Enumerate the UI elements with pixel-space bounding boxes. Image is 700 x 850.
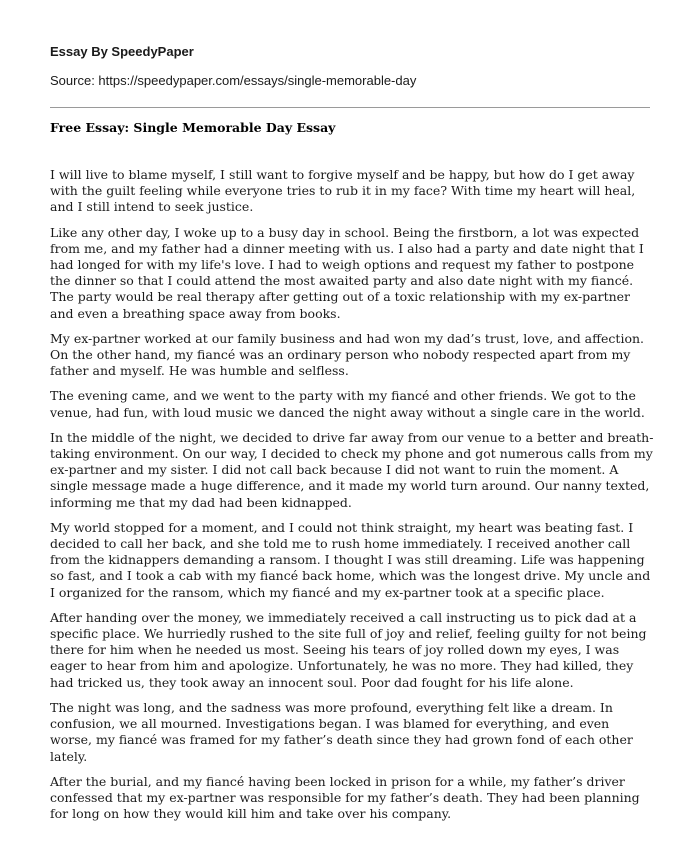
essay-title: Free Essay: Single Memorable Day Essay [50, 120, 336, 135]
essay-paragraph: The night was long, and the sadness was more profound, everything felt like a dream. In confusion, we all mourned. Investigations began. I was blamed for everything, and even worse, my fiancé was framed for my father’s death since they had grown fond of each other lately. [50, 699, 633, 764]
source-url-line: Source: https://speedypaper.com/essays/single-memorable-day [50, 73, 417, 88]
essay-paragraph: The evening came, and we went to the party with my fiancé and other friends. We got to the venue, had fun, with loud music we danced the night away without a single care in the world. [50, 388, 645, 420]
essay-paragraph: In the middle of the night, we decided to drive far away from our venue to a better and breath-taking environment. On our way, I decided to check my phone and got numerous calls from my ex-partner and my sister. I did not call back because I did not want to ruin the moment. A single message made a huge difference, and it made my world turn around. Our nanny texted, informing me that my dad had been kidnapped. [50, 429, 654, 510]
header-divider [50, 107, 650, 108]
essay-paragraph: I will live to blame myself, I still want to forgive myself and be happy, but how do I get away with the guilt feeling while everyone tries to rub it in my face? With time my heart will heal, and I still intend to seek justice. [50, 167, 636, 215]
essay-paragraph: After the burial, and my fiancé having been locked in prison for a while, my father’s driver confessed that my ex-partner was responsible for my father’s death. They had been planning for long on how they would kill him and take over his company. [50, 773, 640, 822]
document-header-title: Essay By SpeedyPaper [50, 44, 194, 59]
essay-paragraph: My world stopped for a moment, and I could not think straight, my heart was beating fast. I decided to call her back, and she told me to rush home immediately. I received another call from the kidnappers demanding a ransom. I thought I was still dreaming. Life was happening so fast, and I took a cab with my fiancé back home, which was the longest drive. My uncle and I organized for the ransom, which my fiancé and my ex-partner took at a specific place. [50, 519, 651, 600]
essay-paragraph: After handing over the money, we immediately received a call instructing us to pick dad at a specific place. We hurriedly rushed to the site full of joy and relief, feeling guilty for not being there for him when he needed us most. Seeing his tears of joy rolled down my eyes, I was eager to hear from him and apologize. Unfortunately, he was no more. They had killed, they had tricked us, they took away an innocent soul. Poor dad fought for his life alone. [50, 609, 647, 690]
essay-paragraph: My ex-partner worked at our family business and had won my dad’s trust, love, and affection. On the other hand, my fiancé was an ordinary person who nobody respected apart from my father and myself. He was humble and selfless. [50, 330, 644, 379]
essay-paragraph: Like any other day, I woke up to a busy day in school. Being the firstborn, a lot was expected from me, and my father had a dinner meeting with us. I also had a party and date night that I had longed for with my life's love. I had to weigh options and request my father to postpone the dinner so that I could attend the most awaited party and also date night with my fiancé. The party would be real therapy after getting out of a toxic relationship with my ex-partner and even a breathing space away from books. [50, 224, 644, 321]
essay-body [50, 167, 654, 831]
